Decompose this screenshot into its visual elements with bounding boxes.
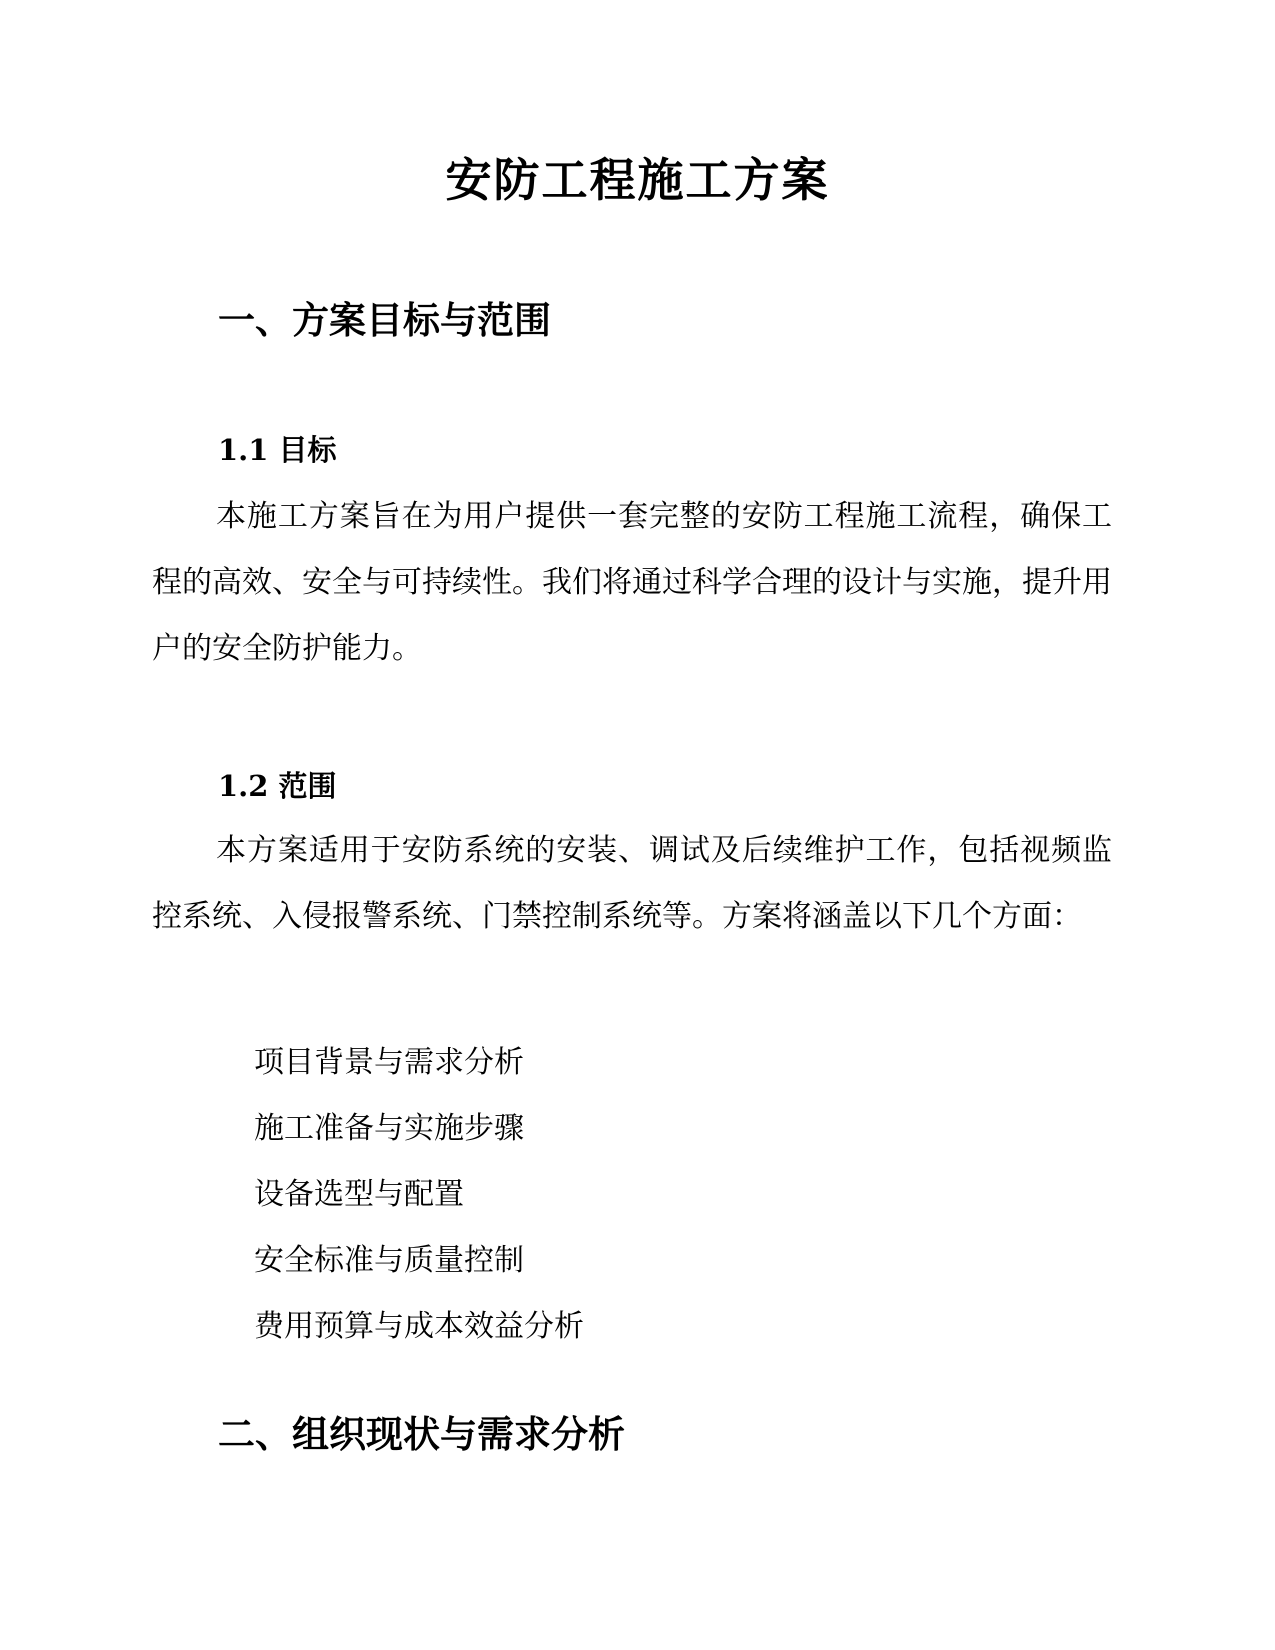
section-heading-2: 二、组织现状与需求分析 [218,1413,625,1456]
paragraph-goal: 本施工方案旨在为用户提供一套完整的安防工程施工流程，确保工程的高效、安全与可持续性。我们将通过科学合理的设计与实施，提升用户的安全防护能力。 [152,499,1112,666]
document-title: 安防工程施工方案 [445,153,830,207]
paragraph-scope: 本方案适用于安防系统的安装、调试及后续维护工作，包括视频监控系统、入侵报警系统、门禁控制系统等。方案将涵盖以下几个方面： [152,833,1112,934]
scope-list [254,1030,584,1360]
section-heading-1: 一、方案目标与范围 [218,299,551,342]
list-item: 安全标准与质量控制 [254,1243,524,1278]
list-item: 设备选型与配置 [254,1177,464,1212]
list-item: 施工准备与实施步骤 [254,1111,524,1146]
subsection-heading-1-1: 1.1 目标 [218,433,337,467]
list-item: 费用预算与成本效益分析 [254,1309,584,1344]
list-item: 项目背景与需求分析 [254,1045,524,1080]
subsection-heading-1-2: 1.2 范围 [218,769,337,803]
